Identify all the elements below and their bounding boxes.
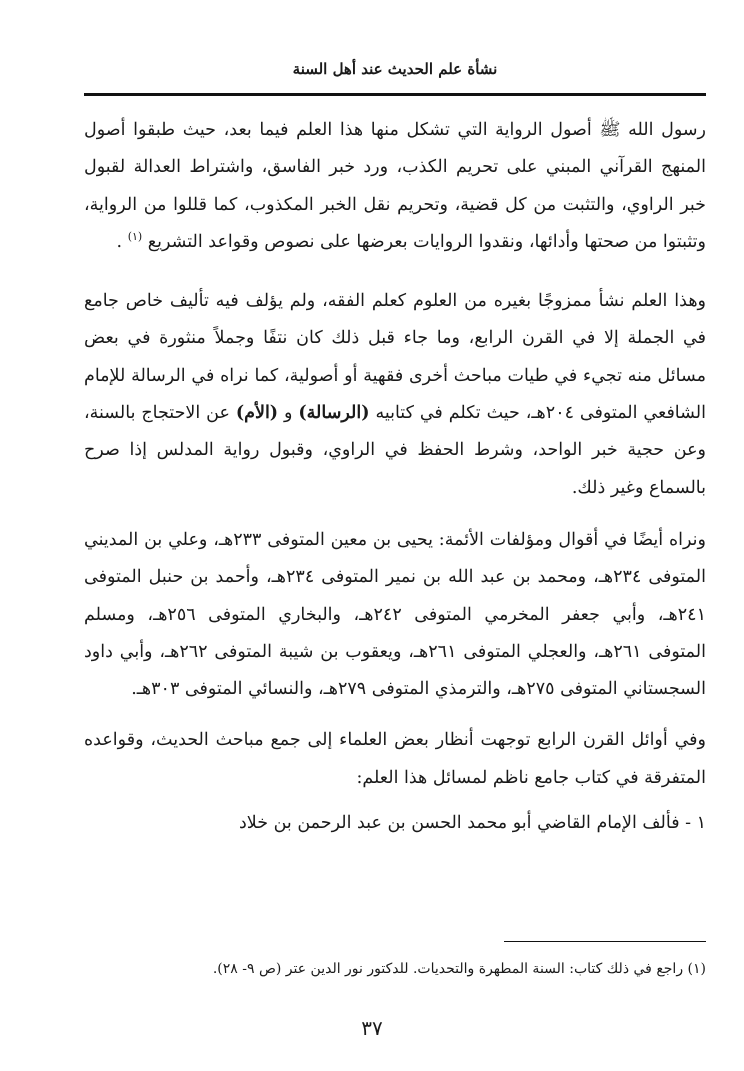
footnote-rule — [504, 941, 706, 942]
conjunction: و — [284, 403, 293, 424]
book-title-risala: (الرسالة) — [298, 403, 370, 424]
paragraph-5: ١ - فألف الإمام القاضي أبو محمد الحسن بن عبد الرحمن بن خلاد — [238, 813, 706, 834]
paragraph-1-end: . — [116, 231, 123, 252]
paragraph-2-text-c: عن الاحتجاج بالسنة، وعن حجية خبر الواحد، وشرط الحفظ في الراوي، وقبول رواية المدلس إذا صرح بالسماع وغير ذلك. — [84, 403, 706, 498]
book-title-umm: (الأم) — [235, 403, 279, 424]
header-rule — [84, 93, 706, 96]
page-number: ٣٧ — [361, 1016, 383, 1040]
paragraph-2 — [84, 283, 706, 507]
paragraph-4: وفي أوائل القرن الرابع توجهت أنظار بعض العلماء إلى جمع مباحث الحديث، وقواعده المتفرقة في كتاب جامع ناظم لمسائل هذا العلم: — [84, 730, 706, 788]
paragraph-2-text-a: وهذا العلم نشأ ممزوجًا بغيره من العلوم كعلم الفقه، ولم يؤلف فيه تأليف خاص جامع في الجملة إلا في القرن الرابع، وما جاء قبل ذلك كان نتفًا وجملاً منثورة في بعض مسائل منه تجيء في طيات مباحث أخرى فقهية أو أصولية، كما نراه في الرسالة للإمام الشافعي المتوفى ٢٠٤هـ، حيث تكلم في كتابيه — [84, 291, 706, 424]
paragraph-3: ونراه أيضًا في أقوال ومؤلفات الأئمة: يحيى بن معين المتوفى ٢٣٣هـ، وعلي بن المديني المتوفى ٢٣٤هـ، ومحمد بن عبد الله بن نمير المتوفى ٢٣٤هـ، وأحمد بن حنبل المتوفى ٢٤١هـ، وأبي جعفر المخرمي المتوفى ٢٤٢هـ، والبخاري المتوفى ٢٥٦هـ، ومسلم المتوفى ٢٦١هـ، والعجلي المتوفى ٢٦١هـ، ويعقوب بن شيبة المتوفى ٢٦٢هـ، وأبي داود السجستاني المتوفى ٢٧٥هـ، والترمذي المتوفى ٢٧٩هـ، والنسائي المتوفى ٣٠٣هـ. — [84, 529, 706, 700]
footnote-reference[interactable]: (١) — [127, 230, 143, 244]
paragraph-1 — [84, 112, 706, 261]
main-text — [84, 112, 706, 842]
paragraph-1-text: رسول الله ﷺ أصول الرواية التي تشكل منها هذا العلم فيما بعد، حيث طبقوا أصول المنهج القرآني المبني على تحريم الكذب، ورد خبر الفاسق، واشتراط العدالة لقبول خبر الراوي، والتثبت من كل قضية، وتحريم نقل الخبر المكذوب، كما قللوا من الرواية، وتثبتوا من صحتها وأدائها، ونقدوا الروايات بعرضها على نصوص وقواعد التشريع — [84, 120, 706, 252]
running-header: نشأة علم الحديث عند أهل السنة — [292, 60, 498, 78]
footnote: (١) راجع في ذلك كتاب: السنة المطهرة والتحديات. للدكتور نور الدين عتر (ص ٩- ٢٨). — [212, 961, 706, 977]
